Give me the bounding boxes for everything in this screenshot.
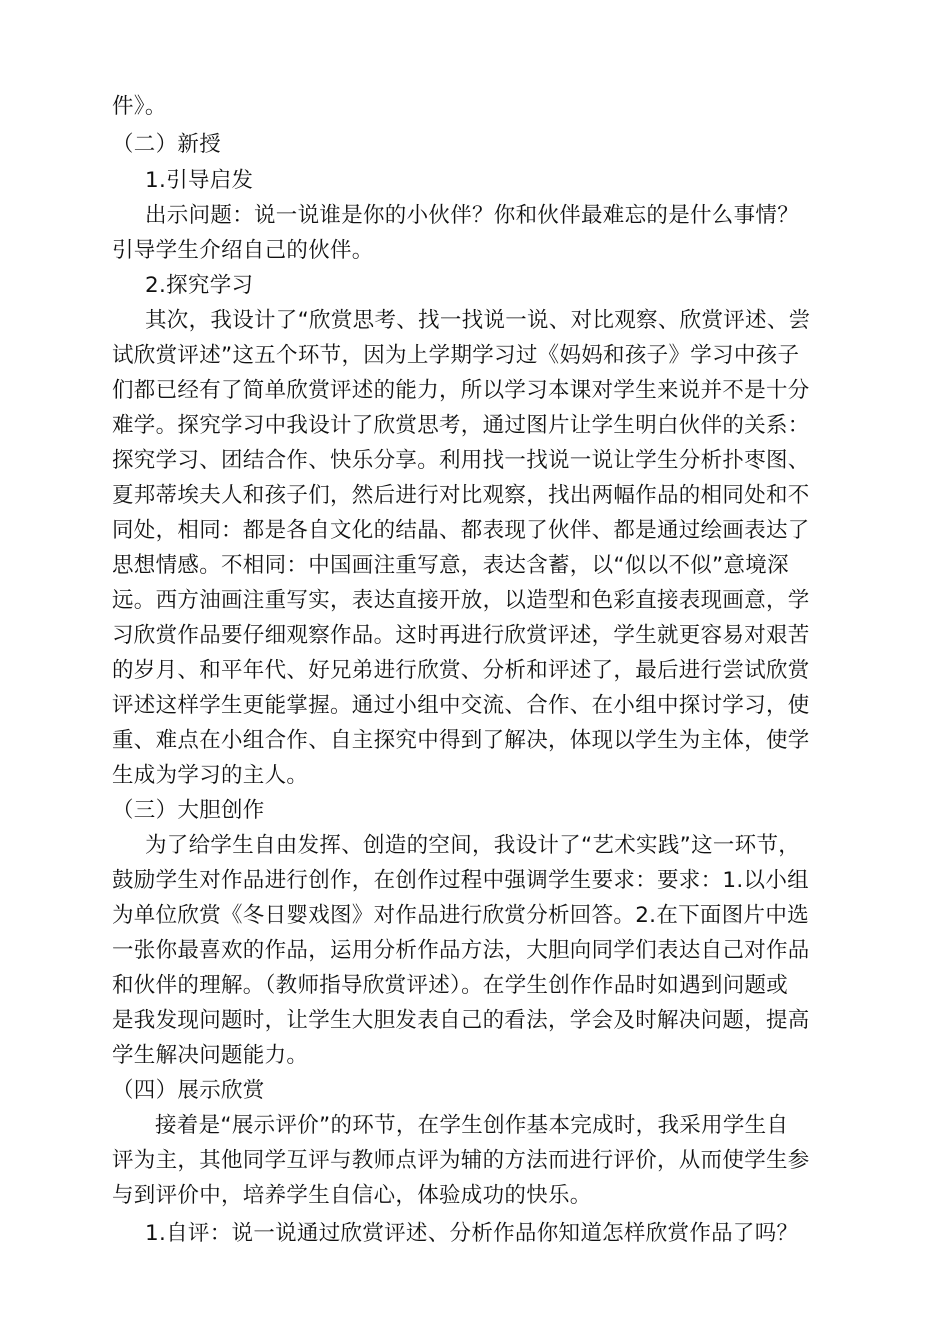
- text-line: 试欣赏评述”这五个环节，因为上学期学习过《妈妈和孩子》学习中孩子: [112, 343, 800, 368]
- section-heading: （四）展示欣赏: [112, 1078, 265, 1103]
- text-line: 与到评价中，培养学生自信心，体验成功的快乐。: [112, 1183, 592, 1208]
- text-line: 重、难点在小组合作、自主探究中得到了解决，体现以学生为主体，使学: [112, 728, 810, 753]
- text-line: 难学。探究学习中我设计了欣赏思考，通过图片让学生明白伙伴的关系：: [112, 413, 810, 438]
- text-line: 同处，相同：都是各自文化的结晶、都表现了伙伴、都是通过绘画表达了: [112, 518, 810, 543]
- text-line: 评述这样学生更能掌握。通过小组中交流、合作、在小组中探讨学习，使: [112, 693, 810, 718]
- text-line: 为单位欣赏《冬日婴戏图》对作品进行欣赏分析回答。2.在下面图片中选: [112, 903, 809, 928]
- text-line: 出示问题：说一说谁是你的小伙伴？你和伙伴最难忘的是什么事情？: [145, 203, 800, 228]
- subsection-heading: 2.探究学习: [145, 273, 254, 298]
- text-line: 引导学生介绍自己的伙伴。: [112, 238, 374, 263]
- text-line: 探究学习、团结合作、快乐分享。利用找一找说一说让学生分析扑枣图、: [112, 448, 810, 473]
- text-line: 是我发现问题时，让学生大胆发表自己的看法，学会及时解决问题，提高: [112, 1008, 810, 1033]
- text-line: 远。西方油画注重写实，表达直接开放，以造型和色彩直接表现画意，学: [112, 588, 810, 613]
- text-line: 鼓励学生对作品进行创作，在创作过程中强调学生要求：要求：1.以小组: [112, 868, 809, 893]
- text-line: 为了给学生自由发挥、创造的空间，我设计了“艺术实践”这一环节，: [145, 833, 801, 858]
- text-line: 接着是“展示评价”的环节，在学生创作基本完成时，我采用学生自: [155, 1113, 789, 1138]
- section-heading: （三）大胆创作: [112, 798, 265, 823]
- subsection-heading: 1.引导启发: [145, 168, 254, 193]
- text-line: 夏邦蒂埃夫人和孩子们，然后进行对比观察，找出两幅作品的相同处和不: [112, 483, 810, 508]
- text-line: 思想情感。不相同：中国画注重写意，表达含蓄，以“似以不似”意境深: [112, 553, 789, 578]
- text-line: 习欣赏作品要仔细观察作品。这时再进行欣赏评述，学生就更容易对艰苦: [112, 623, 810, 648]
- section-heading: （二）新授: [112, 132, 222, 157]
- text-line: 们都已经有了简单欣赏评述的能力，所以学习本课对学生来说并不是十分: [112, 378, 810, 403]
- text-line: 一张你最喜欢的作品，运用分析作品方法，大胆向同学们表达自己对作品: [112, 938, 810, 963]
- text-line: 学生解决问题能力。: [112, 1043, 309, 1068]
- text-line: 和伙伴的理解。（教师指导欣赏评述）。在学生创作作品时如遇到问题或: [112, 973, 789, 998]
- subsection-heading: 1.自评：说一说通过欣赏评述、分析作品你知道怎样欣赏作品了吗？: [145, 1221, 799, 1246]
- text-line: 评为主，其他同学互评与教师点评为辅的方法而进行评价，从而使学生参: [112, 1148, 810, 1173]
- text-line: 件》。: [112, 94, 167, 119]
- text-line: 其次，我设计了“欣赏思考、找一找说一说、对比观察、欣赏评述、尝: [145, 308, 811, 333]
- text-line: 的岁月、和平年代、好兄弟进行欣赏、分析和评述了，最后进行尝试欣赏: [112, 658, 810, 683]
- text-line: 生成为学习的主人。: [112, 763, 309, 788]
